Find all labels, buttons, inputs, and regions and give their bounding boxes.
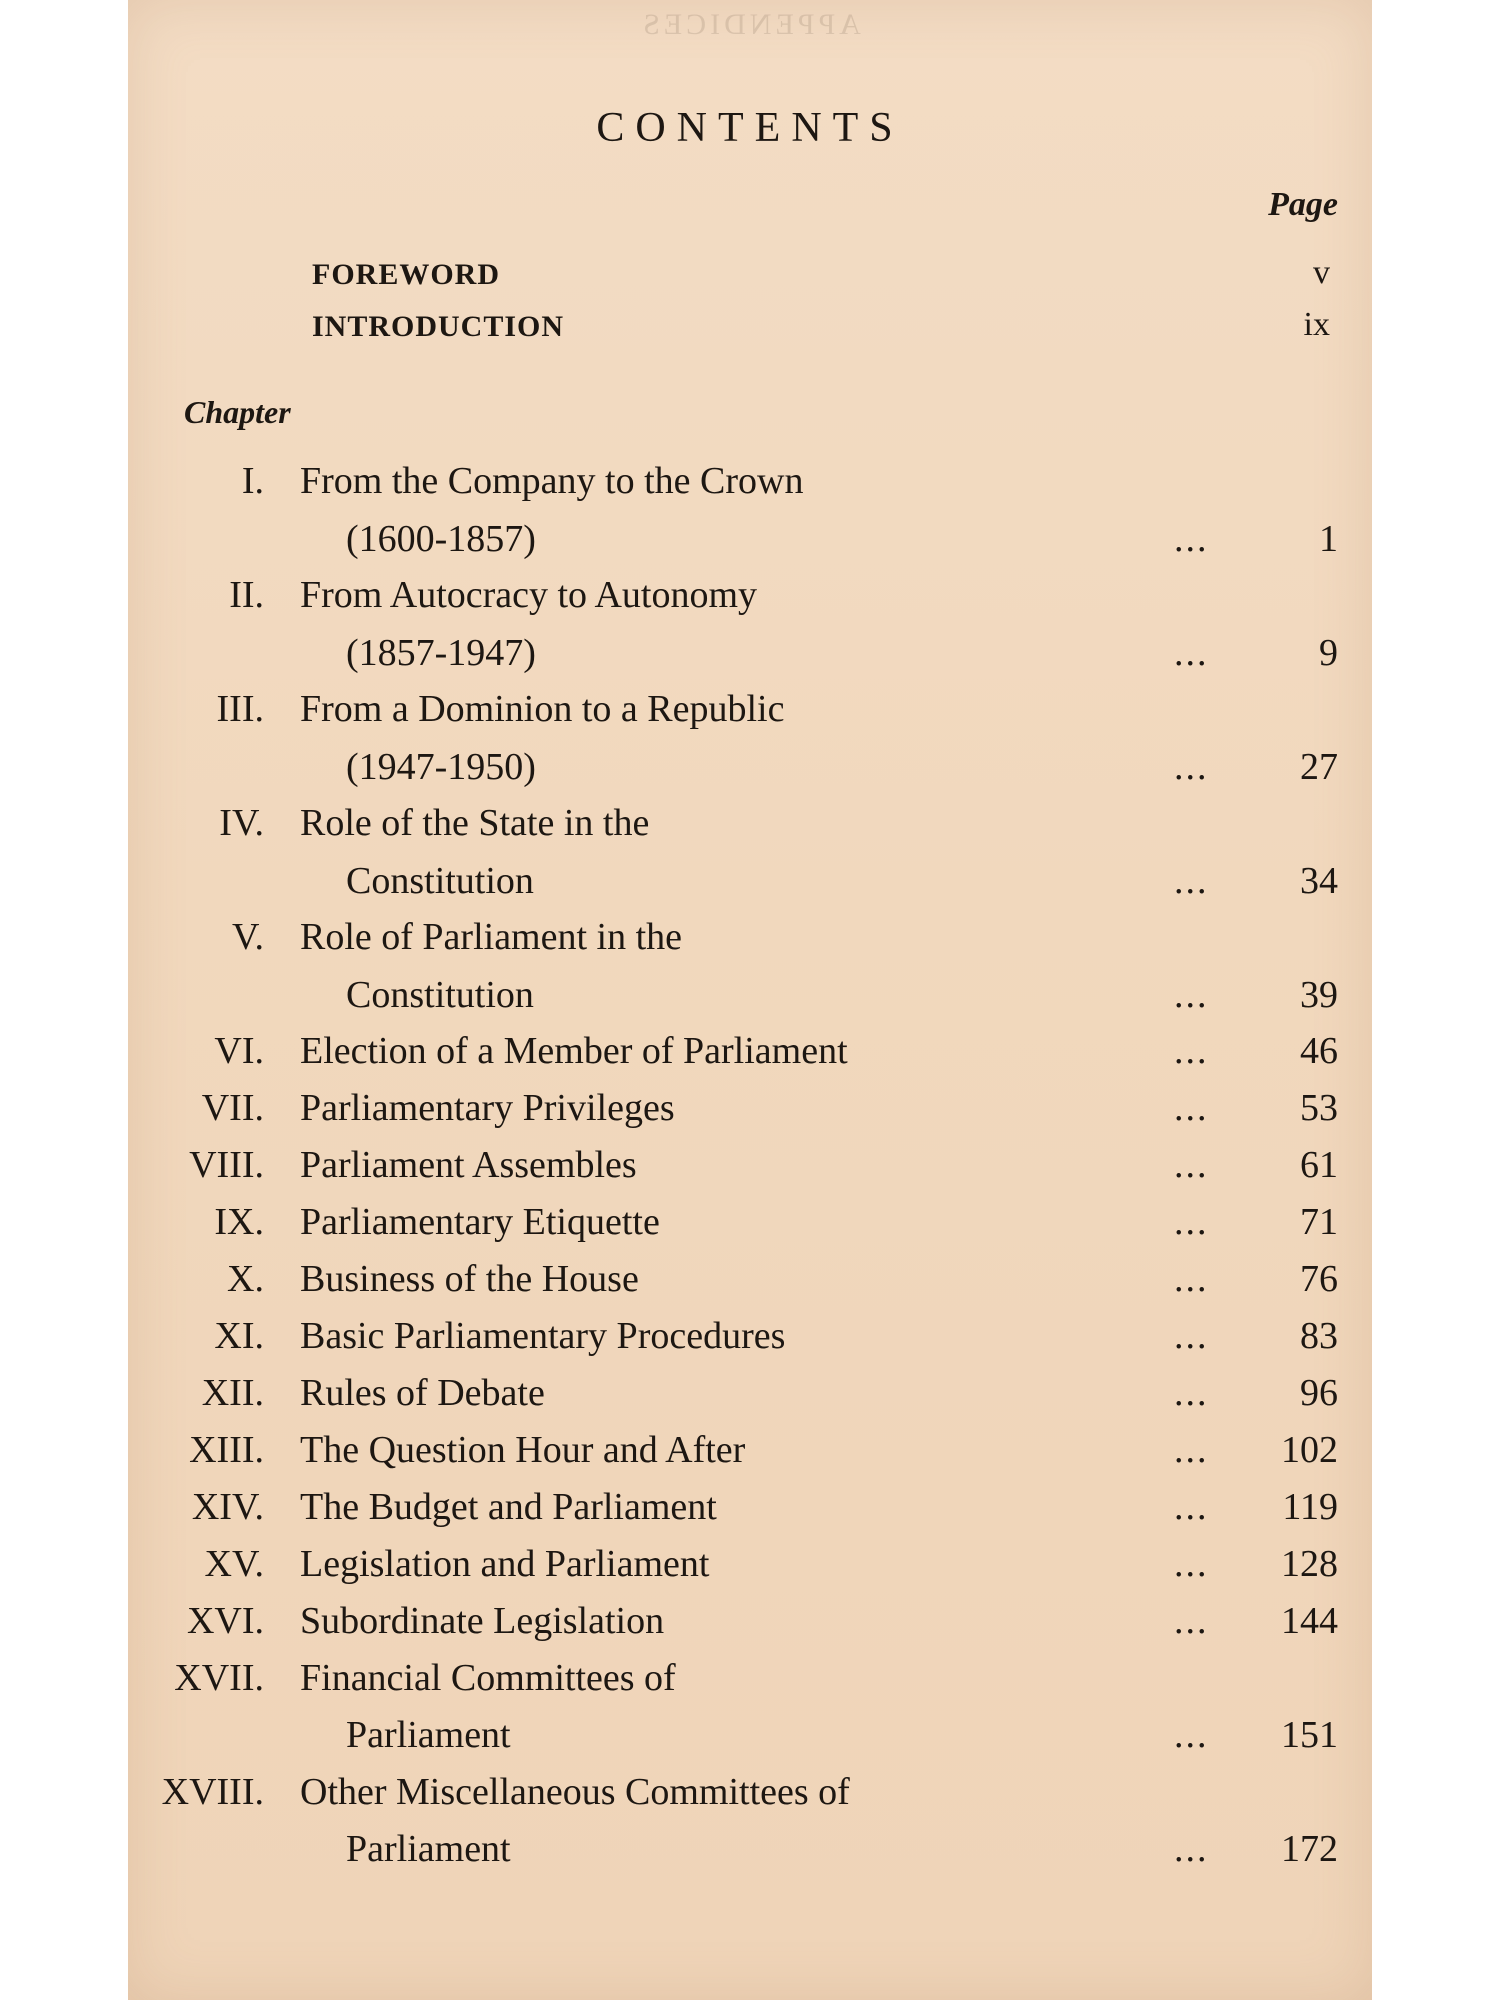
chapter-title: Parliamentary Etiquette bbox=[300, 1201, 660, 1243]
toc-entry-continued bbox=[128, 624, 1372, 682]
dot-leader: ... bbox=[1174, 1486, 1209, 1528]
toc-entry bbox=[128, 452, 1372, 510]
toc-entry-continued bbox=[128, 966, 1372, 1024]
chapter-page: 172 bbox=[1281, 1828, 1338, 1870]
chapter-page: 27 bbox=[1300, 746, 1338, 788]
introduction-page: ix bbox=[1303, 306, 1330, 343]
dot-leader: ... bbox=[1174, 1144, 1209, 1186]
chapter-page: 1 bbox=[1319, 518, 1338, 560]
chapter-number: XII. bbox=[201, 1372, 264, 1414]
chapter-page: 102 bbox=[1281, 1429, 1338, 1471]
dot-leader: ... bbox=[1174, 1429, 1209, 1471]
chapter-number: IX. bbox=[214, 1201, 264, 1243]
dot-leader: ... bbox=[1174, 1828, 1209, 1870]
dot-leader: ... bbox=[1174, 974, 1209, 1016]
toc-entry bbox=[128, 680, 1372, 738]
toc-entry bbox=[128, 1535, 1372, 1593]
toc-entry bbox=[128, 1592, 1372, 1650]
dot-leader: ... bbox=[1174, 632, 1209, 674]
toc-entry-continued bbox=[128, 510, 1372, 568]
chapter-number: XVII. bbox=[174, 1657, 264, 1699]
chapter-page: 39 bbox=[1300, 974, 1338, 1016]
chapter-number: II. bbox=[229, 574, 264, 616]
chapter-number: XVI. bbox=[186, 1600, 264, 1642]
dot-leader: ... bbox=[1174, 1714, 1209, 1756]
toc-entry bbox=[128, 1307, 1372, 1365]
book-page bbox=[128, 0, 1372, 2000]
chapter-title: Parliament Assembles bbox=[300, 1144, 637, 1186]
dot-leader: ... bbox=[1174, 1315, 1209, 1357]
chapter-title: Role of the State in the bbox=[300, 802, 650, 844]
chapter-title: Election of a Member of Parliament bbox=[300, 1030, 848, 1072]
chapter-page: 46 bbox=[1300, 1030, 1338, 1072]
toc-entry bbox=[128, 1136, 1372, 1194]
dot-leader: ... bbox=[1174, 746, 1209, 788]
dot-leader: ... bbox=[1174, 860, 1209, 902]
dot-leader: ... bbox=[1174, 1201, 1209, 1243]
page-title: CONTENTS bbox=[596, 105, 904, 151]
chapter-title: Other Miscellaneous Committees of bbox=[300, 1771, 850, 1813]
chapter-title: Parliamentary Privileges bbox=[300, 1087, 675, 1129]
toc-entry bbox=[128, 1478, 1372, 1536]
toc-entry bbox=[128, 1649, 1372, 1707]
chapter-title: Financial Committees of bbox=[300, 1657, 676, 1699]
chapter-page: 34 bbox=[1300, 860, 1338, 902]
chapter-page: 96 bbox=[1300, 1372, 1338, 1414]
dot-leader: ... bbox=[1174, 1030, 1209, 1072]
page-column-heading: Page bbox=[1268, 186, 1338, 223]
chapter-title: From the Company to the Crown bbox=[300, 460, 804, 502]
chapter-page: 76 bbox=[1300, 1258, 1338, 1300]
toc-entry-continued bbox=[128, 1820, 1372, 1878]
chapter-number: V. bbox=[231, 916, 264, 958]
chapter-number: XVIII. bbox=[161, 1771, 264, 1813]
chapter-number: VII. bbox=[201, 1087, 264, 1129]
dot-leader: ... bbox=[1174, 518, 1209, 560]
chapter-title: The Budget and Parliament bbox=[300, 1486, 717, 1528]
bleed-through-header: APPENDICES bbox=[639, 8, 861, 41]
toc-entry bbox=[128, 1250, 1372, 1308]
chapter-page: 83 bbox=[1300, 1315, 1338, 1357]
toc-entry bbox=[128, 1421, 1372, 1479]
chapter-number: XIII. bbox=[189, 1429, 264, 1471]
chapter-title-continued: (1947-1950) bbox=[346, 746, 536, 788]
chapter-title: Legislation and Parliament bbox=[300, 1543, 710, 1585]
chapter-title-continued: Parliament bbox=[346, 1714, 511, 1756]
chapter-column-heading: Chapter bbox=[184, 394, 291, 430]
toc-entry bbox=[128, 1022, 1372, 1080]
chapter-number: XIV. bbox=[191, 1486, 264, 1528]
chapter-number: VIII. bbox=[189, 1144, 264, 1186]
dot-leader: ... bbox=[1174, 1258, 1209, 1300]
chapter-number: I. bbox=[241, 460, 264, 502]
chapter-page: 144 bbox=[1281, 1600, 1338, 1642]
dot-leader: ... bbox=[1174, 1543, 1209, 1585]
chapter-title-continued: Constitution bbox=[346, 974, 534, 1016]
dot-leader: ... bbox=[1174, 1087, 1209, 1129]
chapter-page: 9 bbox=[1319, 632, 1338, 674]
chapter-number: X. bbox=[227, 1258, 264, 1300]
dot-leader: ... bbox=[1174, 1600, 1209, 1642]
chapter-page: 128 bbox=[1281, 1543, 1338, 1585]
chapter-title: Rules of Debate bbox=[300, 1372, 545, 1414]
toc-entry bbox=[128, 908, 1372, 966]
foreword-label: FOREWORD bbox=[312, 258, 500, 291]
dot-leader: ... bbox=[1174, 1372, 1209, 1414]
chapter-page: 151 bbox=[1281, 1714, 1338, 1756]
foreword-page: v bbox=[1313, 254, 1330, 291]
toc-entry-continued bbox=[128, 1706, 1372, 1764]
toc-entry bbox=[128, 794, 1372, 852]
chapter-title-continued: (1600-1857) bbox=[346, 518, 536, 560]
chapter-title-continued: Constitution bbox=[346, 860, 534, 902]
toc-entry bbox=[128, 1193, 1372, 1251]
chapter-title-continued: (1857-1947) bbox=[346, 632, 536, 674]
chapter-number: XV. bbox=[204, 1543, 264, 1585]
chapter-page: 119 bbox=[1282, 1486, 1338, 1528]
chapter-number: VI. bbox=[214, 1030, 264, 1072]
chapter-title: The Question Hour and After bbox=[300, 1429, 746, 1471]
chapter-title: Role of Parliament in the bbox=[300, 916, 683, 958]
toc-entry bbox=[128, 566, 1372, 624]
chapter-title: Subordinate Legislation bbox=[300, 1600, 665, 1642]
chapter-page: 71 bbox=[1300, 1201, 1338, 1243]
chapter-title: From a Dominion to a Republic bbox=[300, 688, 785, 730]
introduction-label: INTRODUCTION bbox=[312, 310, 565, 343]
chapter-title: Basic Parliamentary Procedures bbox=[300, 1315, 786, 1357]
toc-entry-continued bbox=[128, 852, 1372, 910]
chapter-title: Business of the House bbox=[300, 1258, 639, 1300]
chapter-number: XI. bbox=[214, 1315, 264, 1357]
chapter-number: IV. bbox=[219, 802, 264, 844]
toc-entry bbox=[128, 1364, 1372, 1422]
toc-entry bbox=[128, 1763, 1372, 1821]
chapter-title-continued: Parliament bbox=[346, 1828, 511, 1870]
toc-entry-continued bbox=[128, 738, 1372, 796]
chapter-page: 61 bbox=[1300, 1144, 1338, 1186]
toc-entry bbox=[128, 1079, 1372, 1137]
chapter-number: III. bbox=[216, 688, 264, 730]
chapter-title: From Autocracy to Autonomy bbox=[300, 574, 758, 616]
chapter-page: 53 bbox=[1300, 1087, 1338, 1129]
